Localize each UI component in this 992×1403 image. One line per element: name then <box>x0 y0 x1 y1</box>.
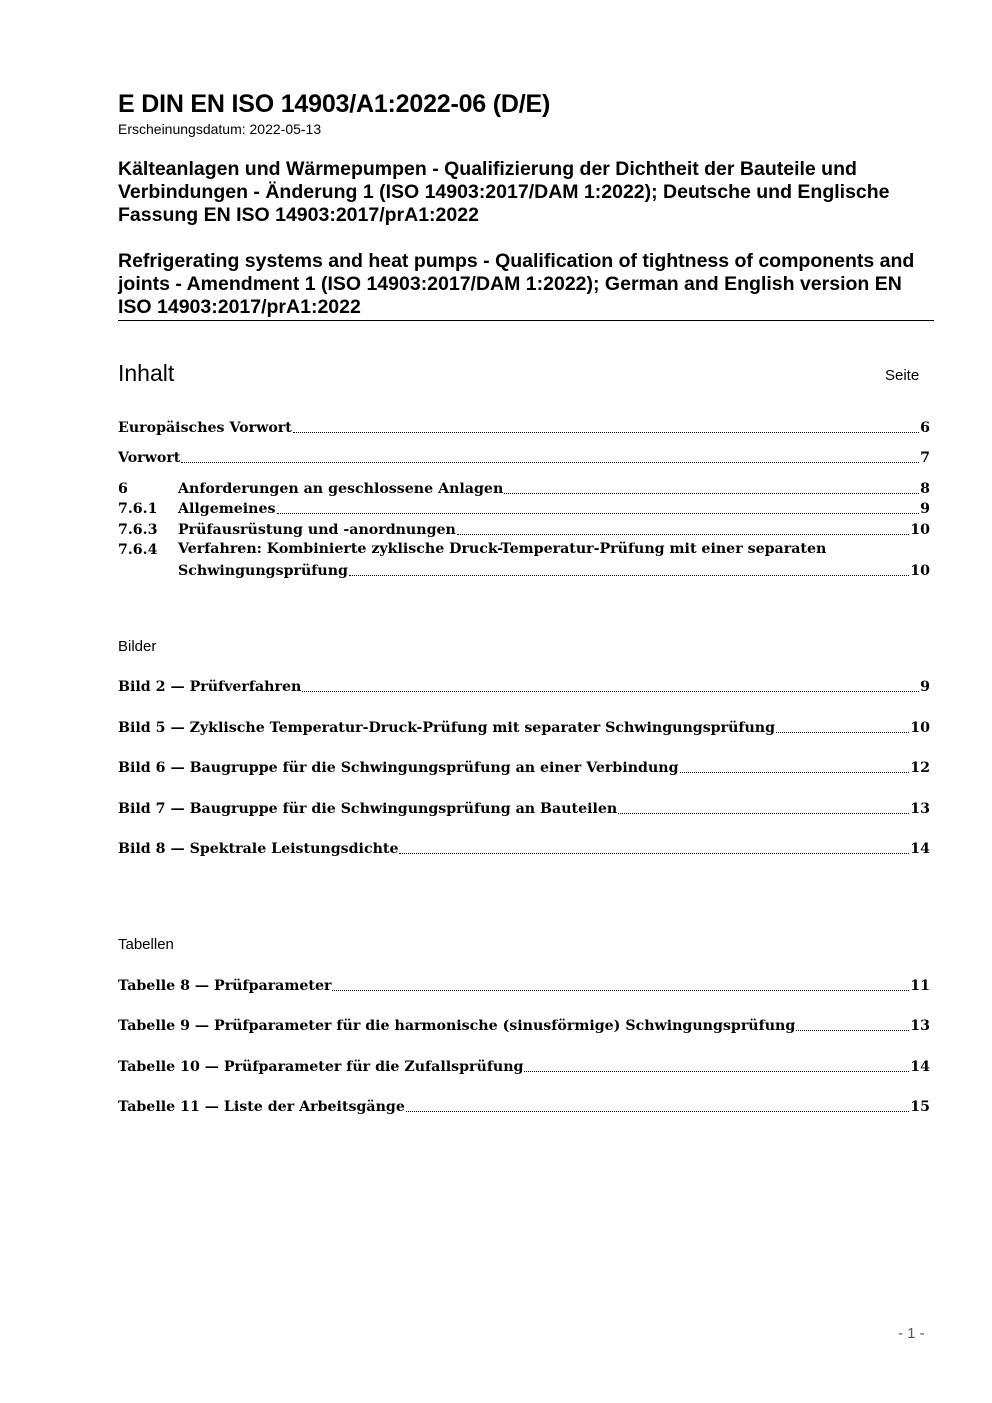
toc-entry-number: 7.6.4 <box>118 542 158 558</box>
toc-entry[interactable] <box>118 560 930 581</box>
table-entry-page: 14 <box>910 1059 930 1075</box>
dot-leader <box>332 990 909 991</box>
dot-leader <box>504 493 919 494</box>
table-entry[interactable] <box>118 1096 930 1117</box>
toc-entry[interactable] <box>118 447 930 468</box>
dot-leader <box>349 575 909 576</box>
table-entry-page: 11 <box>910 978 930 994</box>
table-entry-label: Tabelle 10 — Prüfparameter für die Zufallsprüfung <box>118 1059 524 1075</box>
dot-leader <box>776 732 909 733</box>
table-entry[interactable] <box>118 1015 930 1036</box>
figure-entry[interactable] <box>118 798 930 819</box>
toc-entry[interactable] <box>118 498 930 519</box>
table-entry-label: Tabelle 8 — Prüfparameter <box>118 978 332 994</box>
figures-heading: Bilder <box>118 638 157 655</box>
figure-entry-label: Bild 5 — Zyklische Temperatur-Druck-Prüfung mit separater Schwingungsprüfung <box>118 720 776 736</box>
table-entry-label: Tabelle 9 — Prüfparameter für die harmonische (sinusförmige) Schwingungsprüfung <box>118 1018 796 1034</box>
dot-leader <box>277 513 920 514</box>
dot-leader <box>406 1111 909 1112</box>
table-entry[interactable] <box>118 975 930 996</box>
document-code: E DIN EN ISO 14903/A1:2022-06 (D/E) <box>118 90 551 118</box>
dot-leader <box>181 462 919 463</box>
figure-entry-label: Bild 7 — Baugruppe für die Schwingungsprüfung an Bauteilen <box>118 801 618 817</box>
figure-entry-page: 12 <box>910 760 930 776</box>
figure-entry[interactable] <box>118 676 930 697</box>
toc-entry-page: 10 <box>910 563 930 579</box>
toc-entry-label: Schwingungsprüfung <box>178 563 348 579</box>
figure-entry-label: Bild 6 — Baugruppe für die Schwingungsprüfung an einer Verbindung <box>118 760 679 776</box>
toc-entry-label: Vorwort <box>118 450 181 466</box>
toc-entry-label: Prüfausrüstung und -anordnungen <box>178 522 456 538</box>
title-german: Kälteanlagen und Wärmepumpen - Qualifizierung der Dichtheit der Bauteile und Verbindungen - Änderung 1 (ISO 14903:2017/DAM 1:2022); Deutsche und Englische Fassung EN ISO 14903:2017/prA1:2022 <box>118 158 890 226</box>
toc-heading: Inhalt <box>118 360 175 386</box>
toc-entry[interactable] <box>118 478 930 499</box>
toc-entry[interactable] <box>118 519 930 540</box>
toc-entry-page: 6 <box>920 420 930 436</box>
table-entry[interactable] <box>118 1056 930 1077</box>
figure-entry[interactable] <box>118 757 930 778</box>
toc-entry-page: 8 <box>920 481 930 497</box>
toc-entry-label: Anforderungen an geschlossene Anlagen <box>178 481 504 497</box>
dot-leader <box>680 772 910 773</box>
figure-entry-page: 14 <box>910 841 930 857</box>
table-entry-page: 15 <box>910 1099 930 1115</box>
table-entry-page: 13 <box>910 1018 930 1034</box>
toc-entry-label: Europäisches Vorwort <box>118 420 292 436</box>
figure-entry-label: Bild 8 — Spektrale Leistungsdichte <box>118 841 399 857</box>
dot-leader <box>293 432 919 433</box>
toc-entry-label-line1[interactable]: Verfahren: Kombinierte zyklische Druck-Temperatur-Prüfung mit einer separaten <box>178 541 827 557</box>
toc-entry-number: 7.6.3 <box>118 522 158 538</box>
figure-entry-label: Bild 2 — Prüfverfahren <box>118 679 302 695</box>
figure-entry[interactable] <box>118 717 930 738</box>
toc-entry-page: 7 <box>920 450 930 466</box>
table-entry-label: Tabelle 11 — Liste der Arbeitsgänge <box>118 1099 405 1115</box>
toc-entry-label: Allgemeines <box>178 501 276 517</box>
figure-entry-page: 10 <box>910 720 930 736</box>
figure-entry-page: 13 <box>910 801 930 817</box>
title-divider <box>118 320 934 321</box>
toc-page-column-label: Seite <box>885 367 920 384</box>
publication-date: Erscheinungsdatum: 2022-05-13 <box>118 121 322 137</box>
dot-leader <box>302 691 919 692</box>
dot-leader <box>524 1071 909 1072</box>
page-number: - 1 - <box>898 1325 925 1342</box>
figure-entry[interactable] <box>118 838 930 859</box>
dot-leader <box>399 853 909 854</box>
toc-entry-page: 10 <box>910 522 930 538</box>
tables-heading: Tabellen <box>118 936 174 953</box>
dot-leader <box>796 1030 909 1031</box>
toc-entry-number: 7.6.1 <box>118 501 158 517</box>
toc-entry-number: 6 <box>118 481 128 497</box>
toc-entry-page: 9 <box>920 501 930 517</box>
dot-leader <box>618 813 909 814</box>
toc-entry[interactable] <box>118 417 930 438</box>
figure-entry-page: 9 <box>920 679 930 695</box>
title-english: Refrigerating systems and heat pumps - Qualification of tightness of components and joints - Amendment 1 (ISO 14903:2017/DAM 1:2022); German and English version EN ISO 14903:2017/prA1:2022 <box>118 250 915 318</box>
dot-leader <box>457 534 909 535</box>
